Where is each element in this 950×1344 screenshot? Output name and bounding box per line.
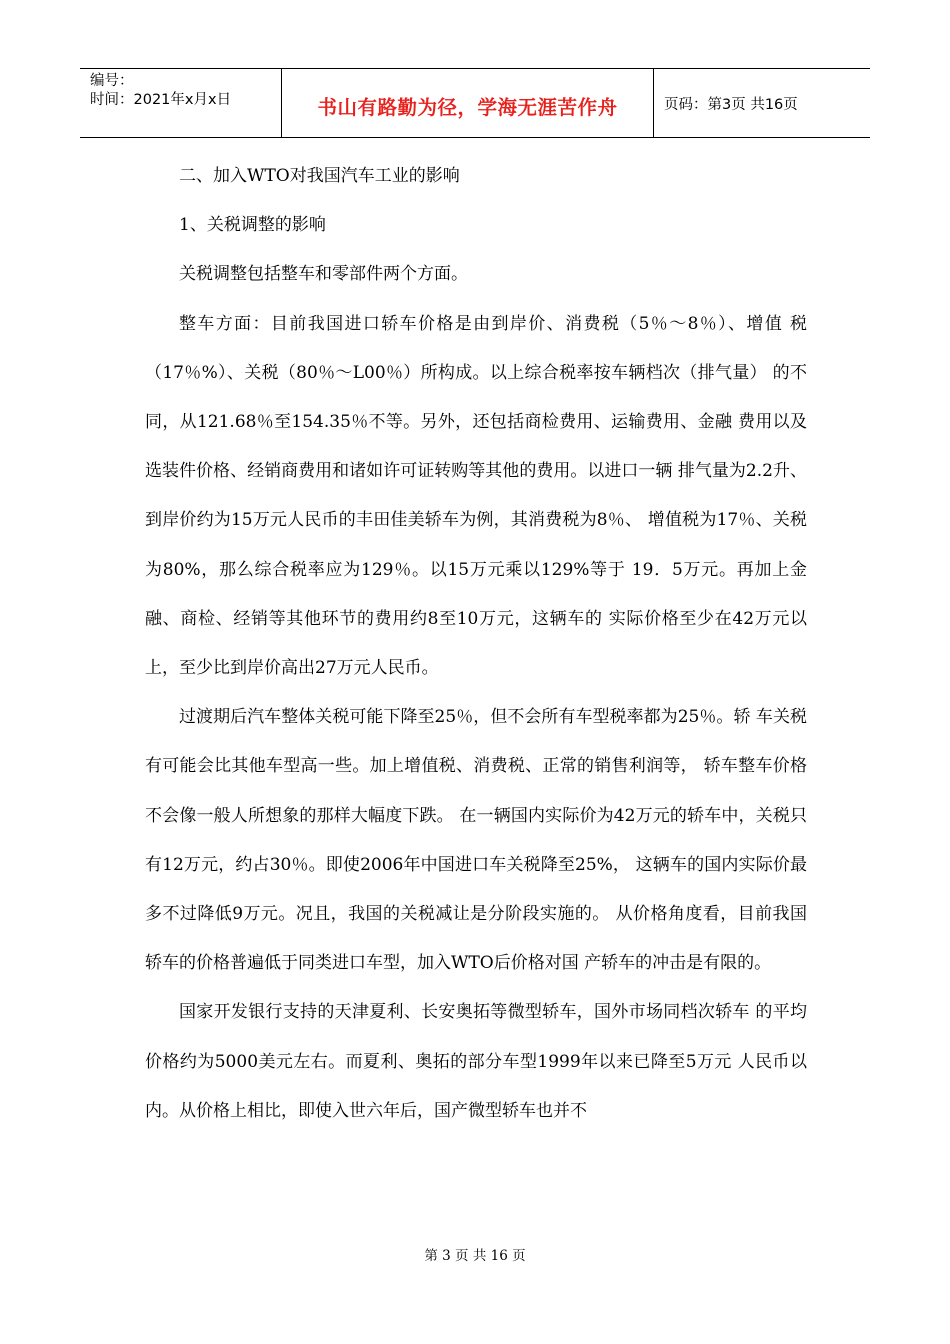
section-heading: 二、加入WTO对我国汽车工业的影响 xyxy=(179,166,460,186)
document-body xyxy=(145,152,807,1136)
document-number-label: 编号： xyxy=(90,73,134,89)
paragraph: 国家开发银行支持的天津夏利、长安奥拓等微型轿车，国外市场同档次轿车 的平均价格约为5000美元左右。而夏利、奥拓的部分车型1999年以来已降至5万元 人民币以内。从价格上相比，即使入世六年后，国产微型轿车也并不 xyxy=(145,1002,807,1121)
page-header xyxy=(80,68,870,138)
paragraph: 整车方面：目前我国进口轿车价格是由到岸价、消费税（5％～8％）、增值 税（17％%）、关税（80％～L00％）所构成。以上综合税率按车辆档次（排气量） 的不同，从121.68％至154.35％不等。另外，还包括商检费用、运输费用、金融 费用以及选装件价格、经销商费用和诸如许可证转购等其他的费用。以进口一辆 排气量为2.2升、到岸价约为15万元人民币的丰田佳美轿车为例，其消费税为8％、 增值税为17％、关税为80%，那么综合税率应为129％。以15万元乘以129%等于 19．5万元。再加上金融、商检、经销等其他环节的费用约8至10万元，这辆车的 实际价格至少在42万元以上，至少比到岸价高出27万元人民币。 xyxy=(145,313,807,679)
page-footer: 第 3 页 共 16 页 xyxy=(424,1248,526,1264)
header-left-cell xyxy=(80,69,282,137)
header-motto: 书山有路勤为径，学海无涯苦作舟 xyxy=(282,69,654,137)
header-page-info: 页码：第3页 共16页 xyxy=(664,96,798,113)
subsection-heading: 1、关税调整的影响 xyxy=(179,215,326,236)
paragraph: 关税调整包括整车和零部件两个方面。 xyxy=(179,264,468,285)
paragraph: 过渡期后汽车整体关税可能下降至25％，但不会所有车型税率都为25％。轿 车关税有可能会比其他车型高一些。加上增值税、消费税、正常的销售利润等， 轿车整车价格不会像一般人所想象的那样大幅度下跌。 在一辆国内实际价为42万元的轿车中，关税只有12万元，约占30％。即使2006年中国进口车关税降至25%， 这辆车的国内实际价最多不过降低9万元。况且，我国的关税减让是分阶段实施的。 从价格角度看，目前我国轿车的价格普遍低于同类进口车型，加入WTO后价格对国 产轿车的冲击是有限的。 xyxy=(145,707,807,974)
document-date: 时间：2021年x月x日 xyxy=(90,92,232,108)
